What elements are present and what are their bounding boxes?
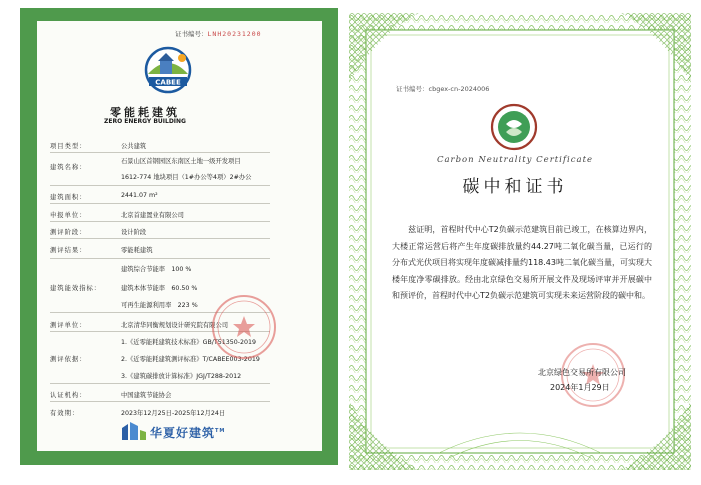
- result-value: 零能耗建筑: [121, 247, 153, 254]
- divider: [50, 258, 270, 259]
- certificate-title-en: ZERO ENERGY BUILDING: [104, 118, 186, 125]
- issue-date: 2024年1月29日: [550, 383, 610, 392]
- efficiency-item: 建筑综合节能率 100 %: [121, 266, 192, 273]
- basis-label: 测评依据：: [50, 356, 87, 363]
- area-value: 2441.07 m²: [121, 192, 158, 199]
- left-cert-number: 证书编号：LNH20231200: [175, 30, 262, 38]
- efficiency-item: 建筑本体节能率 60.50 %: [121, 285, 198, 292]
- cabee-logo: [138, 44, 202, 102]
- certificate-title: 零能耗建筑: [110, 106, 180, 119]
- validity-value: 2023年12月25日-2025年12月24日: [121, 410, 226, 417]
- divider: [50, 185, 270, 186]
- assessor-label: 测评单位：: [50, 322, 87, 329]
- basis-item: 2.《近零能耗建筑测评标准》T/CABEE003-2019: [121, 356, 260, 363]
- divider: [50, 152, 270, 153]
- building-name-line-1: 石景山区首钢园区东南区土地一级开发项目: [121, 158, 241, 165]
- validity-label: 有效期：: [50, 410, 80, 417]
- divider: [50, 221, 270, 222]
- right-cert-number: 证书编号：cbgex-cn-2024006: [396, 85, 490, 93]
- basis-item: 1.《近零能耗建筑技术标准》GB/T51350-2019: [121, 339, 257, 346]
- certificate-title: 碳中和证书: [462, 177, 568, 197]
- stage-label: 测评阶段：: [50, 229, 87, 236]
- certificate-body: 兹证明，首程时代中心T2负碳示范建筑目前已竣工，在核算边界内，大楼正常运营后将产生年度碳排放量约44.27吨二氧化碳当量，已运行的分布式光伏项目将实现年度碳减排量约118.43吨二氧化碳当量，可实现大楼年度净零碳排放。经由北京绿色交易所开展文件及现场评审并开展碳中和预评价，首程时代中心T2负碳示范建筑可实现未来运营阶段的碳中和。: [392, 225, 652, 300]
- stage-value: 设计阶段: [121, 229, 147, 236]
- green-exchange-emblem: [489, 102, 539, 152]
- applicant-label: 申报单位：: [50, 212, 87, 219]
- divider: [50, 238, 270, 239]
- project-type-value: 公共建筑: [121, 143, 147, 150]
- certifier-label: 认证机构：: [50, 392, 87, 399]
- divider: [50, 401, 270, 402]
- basis-item: 3.《建筑碳排放计算标准》JGJ/T288-2012: [121, 373, 242, 380]
- certifier-value: 中国建筑节能协会: [121, 392, 172, 399]
- efficiency-item: 可再生能源利用率 223 %: [121, 302, 198, 309]
- building-name-label: 建筑名称：: [50, 164, 87, 171]
- area-label: 建筑面积：: [50, 194, 87, 201]
- building-name-line-2: 1612-774 地块项目（1#办公等4项）2#办公: [121, 174, 252, 181]
- applicant-value: 北京首建置业有限公司: [121, 212, 184, 219]
- issuer-name: 北京绿色交易所有限公司: [538, 368, 626, 377]
- cabee-logo-text: CABEE: [155, 78, 181, 87]
- red-seal-stamp: [209, 292, 279, 362]
- assessor-value: 北京清华同衡规划设计研究院有限公司: [121, 322, 229, 329]
- certificate-title-en: Carbon Neutrality Certificate: [436, 155, 594, 165]
- project-type-label: 项目类型：: [50, 143, 87, 150]
- divider: [50, 383, 270, 384]
- footer-brand: 华夏好建筑™: [150, 426, 226, 440]
- huaxia-building-logo: [120, 420, 148, 442]
- result-label: 测评结果：: [50, 247, 87, 254]
- divider: [50, 203, 270, 204]
- efficiency-label: 建筑能效指标：: [50, 285, 102, 292]
